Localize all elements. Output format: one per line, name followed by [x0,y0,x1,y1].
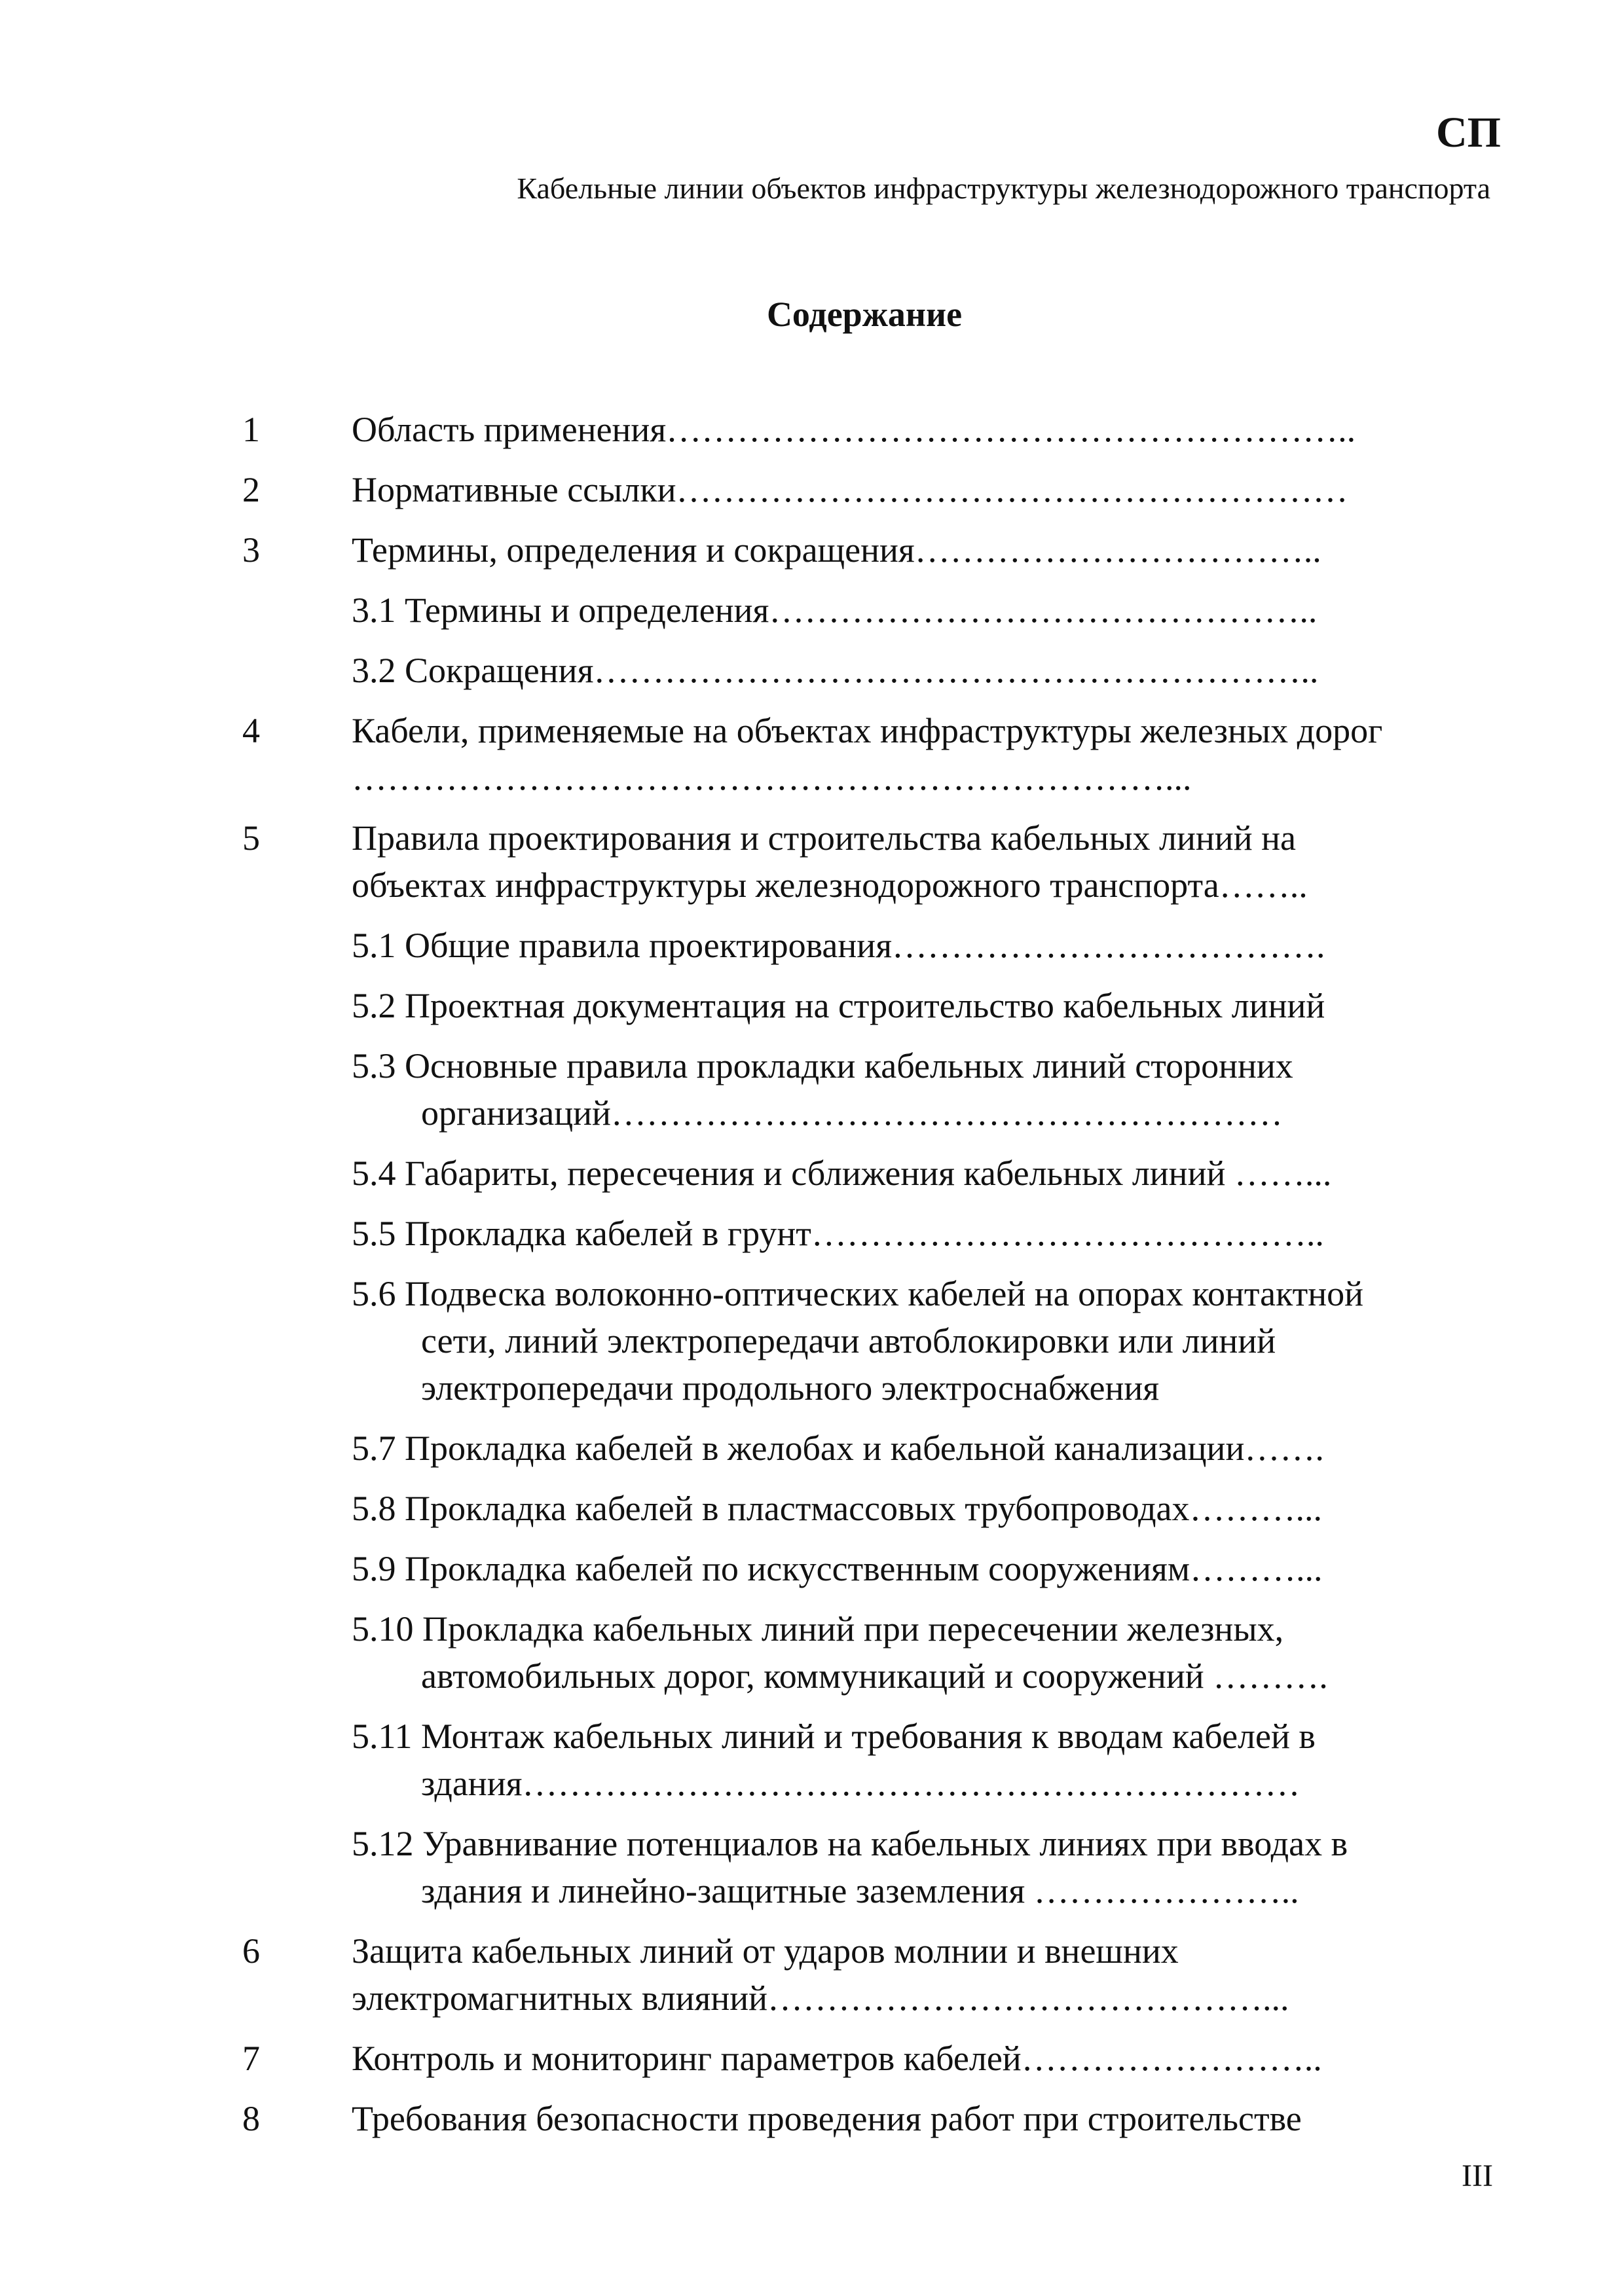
toc-entry-title: 3.2 Сокращения…………………………………………………….. [352,651,1319,690]
toc-entry-title: 5.9 Прокладка кабелей по искусственным сооружениям………... [352,1549,1323,1588]
toc-entry [0,1150,1624,1197]
toc-heading: Содержание [766,295,963,334]
toc-entry [0,1927,1624,2022]
toc-entry [0,982,1624,1029]
toc-entry [0,814,1624,909]
toc-entry-title: Защита кабельных линий от ударов молнии и внешних электромагнитных влияний……………………………………... [352,1931,1289,2018]
toc-entry-number: 4 [242,711,260,750]
toc-entry-number: 1 [242,410,260,449]
toc-entry-title: Кабели, применяемые на объектах инфраструктуры железных дорог ……………………………………………………………... [352,711,1383,797]
toc-entry [0,1270,1624,1412]
header-title: Кабельные линии объектов инфраструктуры железнодорожного транспорта [517,172,1490,205]
toc-entry-title: 5.7 Прокладка кабелей в желобах и кабельной канализации……. [352,1429,1324,1468]
toc-entry-title: 5.8 Прокладка кабелей в пластмассовых трубопроводах………... [352,1489,1323,1528]
page-number: III [1462,2159,1493,2193]
toc-entry [0,1425,1624,1472]
toc-entry-number: 2 [242,470,260,509]
toc-entry [0,2035,1624,2082]
toc-entry-title: 5.6 Подвеска волоконно-оптических кабелей на опорах контактной сети, линий электропередачи автоблокировки или линий электропередачи продольного электроснабжения [352,1274,1364,1408]
toc-entry-number: 3 [242,530,260,570]
toc-entry [0,526,1624,574]
toc-entry-title: 5.11 Монтаж кабельных линий и требования к вводам кабелей в здания………………………………………………………… [352,1717,1316,1803]
toc-entry-title: Правила проектирования и строительства кабельных линий на объектах инфраструктуры железнодорожного транспорта…….. [352,818,1308,905]
toc-entry-title: 5.10 Прокладка кабельных линий при пересечении железных, автомобильных дорог, коммуникаций и сооружений ………. [352,1609,1328,1696]
toc-entry-number: 8 [242,2099,260,2138]
table-of-contents [0,406,1624,2142]
toc-entry [0,1485,1624,1532]
toc-entry [0,1713,1624,1807]
toc-entry-title: Контроль и мониторинг параметров кабелей…………………….. [352,2039,1322,2078]
toc-entry [0,406,1624,453]
toc-entry [0,1210,1624,1257]
toc-entry-title: 5.1 Общие правила проектирования………………………………. [352,926,1325,965]
toc-entry-number: 7 [242,2039,260,2078]
toc-entry-title: 3.1 Термины и определения……………………………………….. [352,591,1318,630]
toc-entry-title: 5.12 Уравнивание потенциалов на кабельных линиях при вводах в здания и линейно-защитные заземления ………………….. [352,1824,1348,1910]
toc-entry [0,1820,1624,1914]
toc-entry-title: 5.4 Габариты, пересечения и сближения кабельных линий ……... [352,1154,1332,1193]
toc-entry-title: 5.5 Прокладка кабелей в грунт…………………………………….. [352,1214,1324,1253]
toc-entry-title: Требования безопасности проведения работ при строительстве [352,2099,1302,2138]
toc-entry [0,922,1624,969]
toc-entry [0,647,1624,694]
toc-entry-title: Область применения………………………………………………….. [352,410,1356,449]
toc-entry-title: Термины, определения и сокращения…………………………….. [352,530,1321,570]
toc-entry [0,466,1624,513]
toc-entry [0,1545,1624,1592]
toc-entry [0,2095,1624,2142]
toc-entry [0,1605,1624,1700]
header-code: СП [1436,109,1501,156]
toc-entry [0,707,1624,801]
toc-entry-title: Нормативные ссылки………………………………………………… [352,470,1348,509]
toc-entry-title: 5.2 Проектная документация на строительство кабельных линий [352,986,1325,1025]
toc-entry [0,1042,1624,1137]
toc-entry-number: 6 [242,1931,260,1971]
toc-entry [0,587,1624,634]
toc-entry-number: 5 [242,818,260,858]
toc-entry-title: 5.3 Основные правила прокладки кабельных линий сторонних организаций………………………………………………… [352,1046,1293,1133]
